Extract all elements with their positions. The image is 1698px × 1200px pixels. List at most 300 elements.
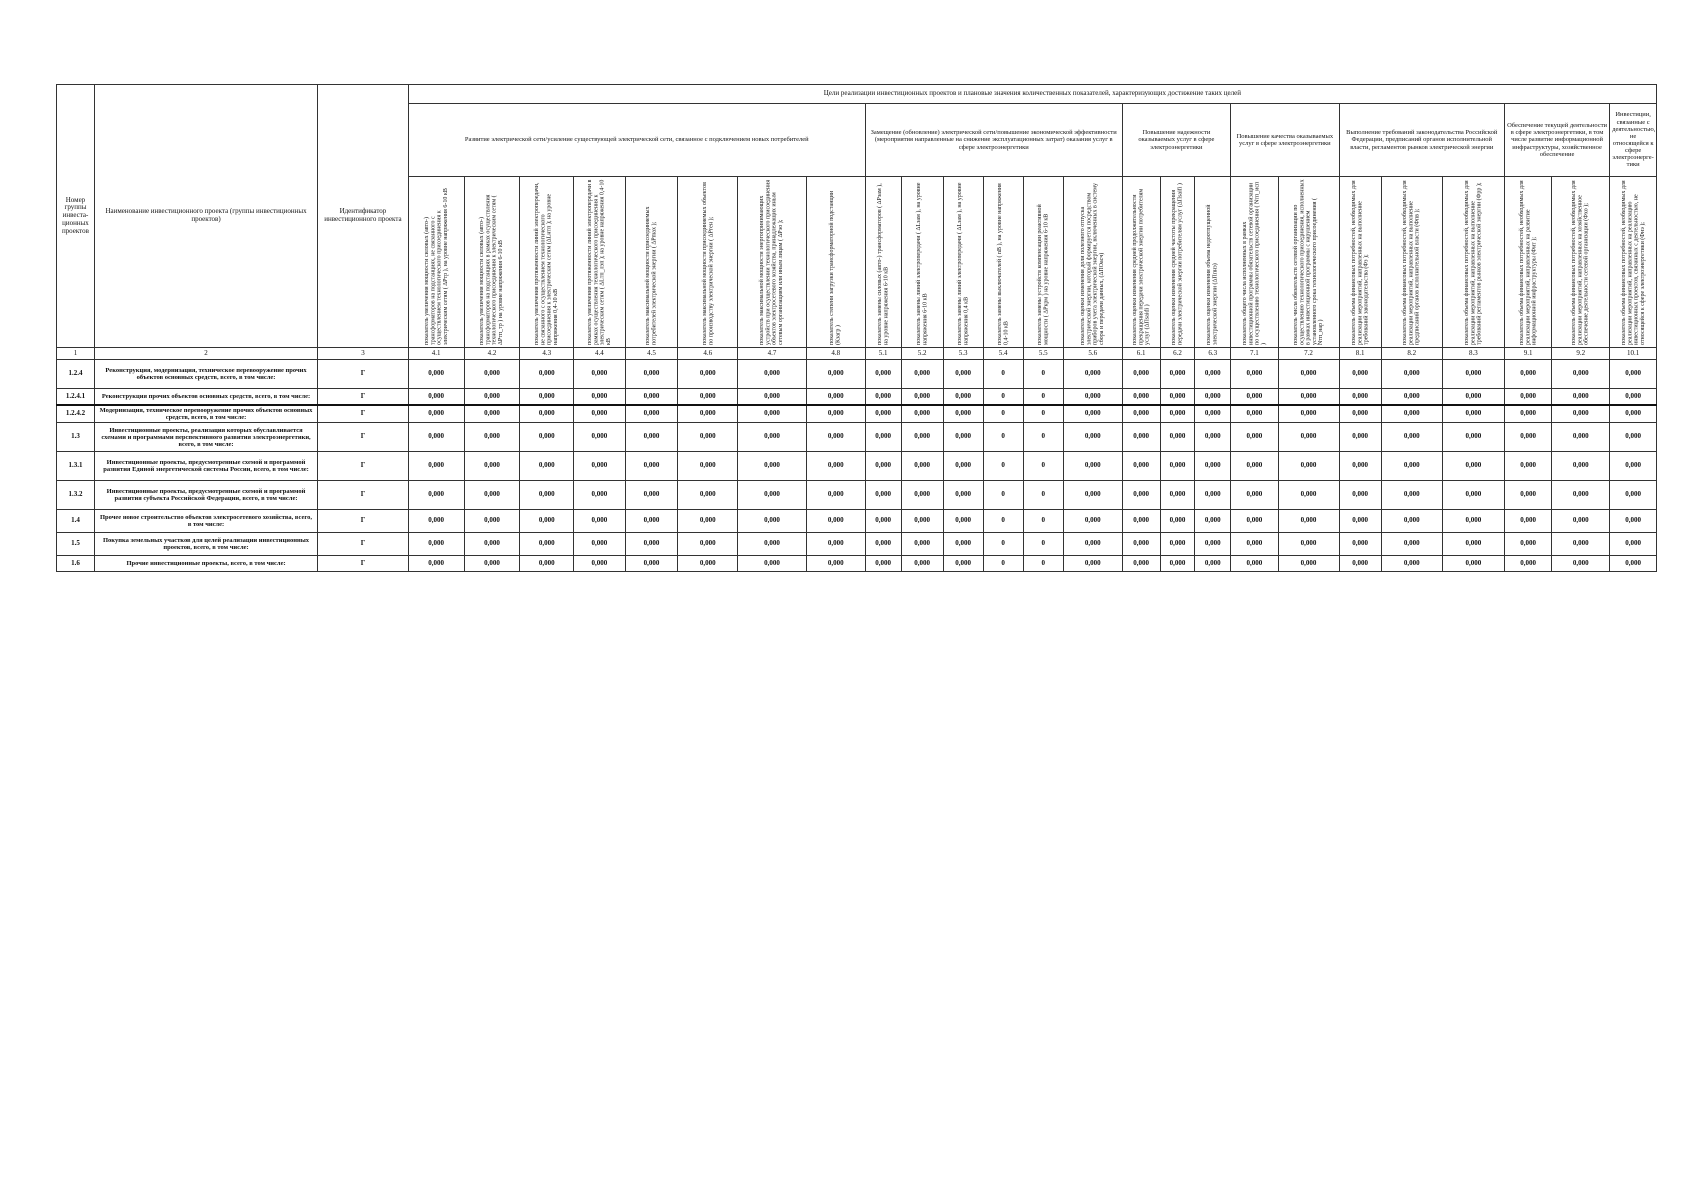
indicator-value: 0,000 bbox=[625, 452, 678, 481]
indicator-code: 6.1 bbox=[1122, 348, 1160, 360]
header-goal-group: Повышение качества оказываемых услуг в сфере электроэнергетики bbox=[1231, 104, 1339, 177]
row-project-name: Инвестиционные проекты, предусмотренные схемой и программой развития Единой энергетической системы России, всего, в том числе: bbox=[94, 452, 317, 481]
header-indicator bbox=[738, 177, 806, 348]
indicator-value: 0,000 bbox=[901, 533, 943, 556]
indicator-label: показатель замены выключателей ( nВ ), на уровне напряжения 0,4-10 кВ bbox=[996, 183, 1010, 345]
indicator-value: 0,000 bbox=[1278, 389, 1339, 406]
indicator-value: 0 bbox=[1023, 389, 1063, 406]
indicator-value: 0,000 bbox=[1160, 481, 1195, 510]
indicator-value: 0,000 bbox=[1442, 423, 1504, 452]
indicator-value: 0,000 bbox=[865, 452, 901, 481]
indicator-code: 5.3 bbox=[943, 348, 983, 360]
indicator-value: 0,000 bbox=[678, 360, 738, 389]
indicator-label: показатель оценки изменения объема недоотпущенной электрической энергии (ΔПпнэ) bbox=[1206, 204, 1219, 345]
indicator-value: 0,000 bbox=[806, 556, 865, 572]
indicator-label: показатель объема финансовых потребностей, необходимых для реализации мероприятий, направленных на выполнение предписаний органов исполнительной власти (Фпв ); bbox=[1402, 180, 1421, 345]
header-indicator bbox=[1063, 177, 1122, 348]
indicator-value: 0,000 bbox=[865, 423, 901, 452]
header-indicator bbox=[806, 177, 865, 348]
indicator-value: 0,000 bbox=[1442, 556, 1504, 572]
indicator-code: 7.2 bbox=[1278, 348, 1339, 360]
row-project-name: Инвестиционные проекты, реализация которых обуславливается схемами и программами перспективного развития электроэнергетики, всего, в том числе: bbox=[94, 423, 317, 452]
indicator-value: 0,000 bbox=[1442, 389, 1504, 406]
indicator-value: 0,000 bbox=[1442, 533, 1504, 556]
indicator-value: 0,000 bbox=[1195, 389, 1231, 406]
header-indicator bbox=[865, 177, 901, 348]
indicator-code: 10.1 bbox=[1610, 348, 1657, 360]
indicator-value: 0,000 bbox=[1278, 360, 1339, 389]
indicator-value: 0,000 bbox=[625, 533, 678, 556]
header-goal-group: Обеспечение текущей деятельности в сфере электроэнергетики, в том числе развитие информационной инфраструктуры, хозяйственное обеспечение bbox=[1504, 104, 1609, 177]
indicator-value: 0,000 bbox=[1122, 389, 1160, 406]
indicator-value: 0,000 bbox=[1122, 533, 1160, 556]
indicator-value: 0,000 bbox=[943, 533, 983, 556]
indicator-value: 0,000 bbox=[520, 556, 574, 572]
indicator-value: 0,000 bbox=[1381, 452, 1442, 481]
table-row bbox=[57, 481, 1657, 510]
row-project-id: Г bbox=[318, 510, 409, 533]
indicator-value: 0,000 bbox=[464, 423, 520, 452]
indicator-value: 0,000 bbox=[738, 481, 806, 510]
indicator-value: 0,000 bbox=[1381, 389, 1442, 406]
indicator-value: 0,000 bbox=[1504, 481, 1551, 510]
table-row bbox=[57, 423, 1657, 452]
indicator-value: 0,000 bbox=[464, 533, 520, 556]
indicator-value: 0,000 bbox=[1442, 405, 1504, 423]
indicator-value: 0,000 bbox=[738, 533, 806, 556]
indicator-value: 0,000 bbox=[806, 423, 865, 452]
table-row bbox=[57, 452, 1657, 481]
indicator-value: 0,000 bbox=[464, 556, 520, 572]
indicator-value: 0,000 bbox=[865, 389, 901, 406]
indicator-value: 0,000 bbox=[1552, 389, 1610, 406]
indicator-value: 0,000 bbox=[574, 533, 626, 556]
indicator-value: 0,000 bbox=[625, 510, 678, 533]
indicator-value: 0,000 bbox=[520, 533, 574, 556]
indicator-value: 0,000 bbox=[1231, 389, 1278, 406]
indicator-value: 0,000 bbox=[738, 452, 806, 481]
indicator-label: показатель объема финансовых потребностей, необходимых для реализации мероприятий, направленных на выполнение требований законодательства (Фз ); bbox=[1350, 180, 1370, 345]
row-group-number: 1.3.2 bbox=[57, 481, 95, 510]
indicator-label: показатель максимальной мощности присоединяемых объектов по производству электрической энергии ( ΔPген ); bbox=[701, 182, 714, 345]
indicator-value: 0 bbox=[1023, 556, 1063, 572]
header-indicator bbox=[1504, 177, 1551, 348]
indicator-value: 0,000 bbox=[943, 360, 983, 389]
indicator-value: 0,000 bbox=[464, 510, 520, 533]
indicator-value: 0,000 bbox=[943, 452, 983, 481]
indicator-value: 0,000 bbox=[1552, 360, 1610, 389]
indicator-value: 0 bbox=[1023, 360, 1063, 389]
indicator-label: показатель замены линий электропередачи ( ΔLзам ), на уровне напряжения 6-10 кВ bbox=[915, 182, 929, 345]
indicator-code: 4.8 bbox=[806, 348, 865, 360]
indicator-value: 0,000 bbox=[943, 556, 983, 572]
indicator-value: 0,000 bbox=[1504, 405, 1551, 423]
indicator-value: 0,000 bbox=[574, 405, 626, 423]
indicator-value: 0,000 bbox=[408, 556, 464, 572]
indicator-value: 0,000 bbox=[678, 423, 738, 452]
row-project-name: Прочее новое строительство объектов электросетевого хозяйства, всего, в том числе: bbox=[94, 510, 317, 533]
indicator-value: 0,000 bbox=[901, 389, 943, 406]
header-indicator bbox=[574, 177, 626, 348]
indicator-value: 0,000 bbox=[574, 389, 626, 406]
indicator-value: 0,000 bbox=[1339, 389, 1381, 406]
table-row bbox=[57, 533, 1657, 556]
header-indicator bbox=[1023, 177, 1063, 348]
header-indicator bbox=[1610, 177, 1657, 348]
indicator-value: 0 bbox=[983, 481, 1023, 510]
indicator-value: 0,000 bbox=[1122, 360, 1160, 389]
row-project-id: Г bbox=[318, 533, 409, 556]
indicator-value: 0,000 bbox=[1442, 510, 1504, 533]
indicator-value: 0,000 bbox=[1160, 510, 1195, 533]
indicator-value: 0,000 bbox=[1381, 405, 1442, 423]
indicator-value: 0,000 bbox=[1552, 405, 1610, 423]
indicator-value: 0,000 bbox=[943, 481, 983, 510]
indicator-value: 0,000 bbox=[1504, 360, 1551, 389]
header-indicator bbox=[1278, 177, 1339, 348]
header-indicator bbox=[1122, 177, 1160, 348]
indicator-code: 5.4 bbox=[983, 348, 1023, 360]
indicator-value: 0,000 bbox=[1339, 405, 1381, 423]
indicator-value: 0,000 bbox=[678, 405, 738, 423]
indicator-value: 0,000 bbox=[1552, 452, 1610, 481]
indicator-value: 0,000 bbox=[865, 481, 901, 510]
indicator-value: 0,000 bbox=[1339, 481, 1381, 510]
indicator-value: 0,000 bbox=[1195, 423, 1231, 452]
header-indicator bbox=[1231, 177, 1278, 348]
indicator-value: 0,000 bbox=[806, 533, 865, 556]
indicator-value: 0,000 bbox=[1063, 481, 1122, 510]
indicator-value: 0,000 bbox=[1278, 510, 1339, 533]
indicator-value: 0,000 bbox=[1231, 360, 1278, 389]
column-number: 2 bbox=[94, 348, 317, 360]
indicator-value: 0,000 bbox=[943, 405, 983, 423]
header-project-name: Наименование инвестиционного проекта (группы инвестиционных проектов) bbox=[94, 85, 317, 348]
indicator-value: 0,000 bbox=[738, 510, 806, 533]
indicator-value: 0,000 bbox=[1610, 481, 1657, 510]
indicator-value: 0,000 bbox=[520, 481, 574, 510]
row-group-number: 1.3.1 bbox=[57, 452, 95, 481]
indicator-value: 0,000 bbox=[901, 360, 943, 389]
indicator-code: 4.7 bbox=[738, 348, 806, 360]
indicator-value: 0,000 bbox=[464, 481, 520, 510]
indicator-value: 0,000 bbox=[1381, 423, 1442, 452]
indicator-value: 0,000 bbox=[574, 452, 626, 481]
indicator-value: 0 bbox=[983, 533, 1023, 556]
indicator-value: 0,000 bbox=[625, 360, 678, 389]
indicator-value: 0,000 bbox=[1195, 452, 1231, 481]
indicator-value: 0,000 bbox=[1231, 481, 1278, 510]
indicator-label: показатель максимальной мощности энергопринимающих устройств при осуществлении технологического присоединения объектов электросетевого хозяйства, принадлежащих иным сетевым организациям или иным лицам ( ΔPэо ); bbox=[759, 179, 785, 345]
indicator-value: 0,000 bbox=[1339, 533, 1381, 556]
indicator-value: 0,000 bbox=[1195, 556, 1231, 572]
row-group-number: 1.2.4.1 bbox=[57, 389, 95, 406]
indicator-value: 0,000 bbox=[1160, 389, 1195, 406]
indicator-value: 0,000 bbox=[1504, 423, 1551, 452]
indicator-code: 5.2 bbox=[901, 348, 943, 360]
row-project-name: Прочие инвестиционные проекты, всего, в том числе: bbox=[94, 556, 317, 572]
indicator-label: показатель замены линий электропередачи ( ΔLзам ), на уровне напряжения 0,4 кВ bbox=[956, 182, 970, 345]
indicator-value: 0,000 bbox=[806, 405, 865, 423]
indicator-value: 0,000 bbox=[1339, 556, 1381, 572]
indicator-value: 0,000 bbox=[738, 423, 806, 452]
page-edge-line bbox=[56, 552, 57, 566]
header-goal-group: Развитие электрической сети/усиление существующей электрической сети, связанное с подключением новых потребителей bbox=[408, 104, 865, 177]
indicator-code: 5.5 bbox=[1023, 348, 1063, 360]
indicator-label: показатель оценки изменения средней частоты прекращения передачи электрической энергии потребителям услуг (ΔПsaifi ) bbox=[1171, 183, 1184, 345]
indicator-value: 0,000 bbox=[408, 533, 464, 556]
indicator-value: 0,000 bbox=[865, 533, 901, 556]
indicator-value: 0,000 bbox=[1381, 556, 1442, 572]
row-project-id: Г bbox=[318, 405, 409, 423]
indicator-value: 0,000 bbox=[678, 481, 738, 510]
indicator-value: 0,000 bbox=[1160, 423, 1195, 452]
indicator-label: показатель замены устройств компенсации реактивной мощности ( ΔPкрм ) на уровне напряжения 6-10 кВ bbox=[1036, 204, 1050, 345]
indicator-value: 0,000 bbox=[901, 481, 943, 510]
indicator-value: 0,000 bbox=[901, 556, 943, 572]
row-project-id: Г bbox=[318, 423, 409, 452]
indicator-label: показатель увеличения мощности силовых (авто-) трансформаторов на подстанциях, не связанного с осуществлением технологического присоединения к электрическим сетям ( ΔPтр ), на уровне напряжения 6-10 кВ bbox=[423, 188, 449, 345]
indicator-value: 0,000 bbox=[1122, 452, 1160, 481]
indicator-label: показатель замены силовых (авто-) трансформаторов ( ΔPзам ), на уровне напряжения 6-10 кВ bbox=[876, 183, 890, 345]
indicator-value: 0 bbox=[1023, 423, 1063, 452]
indicator-code: 4.6 bbox=[678, 348, 738, 360]
indicator-value: 0,000 bbox=[1552, 423, 1610, 452]
indicator-value: 0,000 bbox=[1278, 556, 1339, 572]
header-goal-group: Замещение (обновление) электрической сети/повышение экономической эффективности (мероприятия направленные на снижение эксплуатационных затрат) оказания услуг в сфере электроэнергетики bbox=[865, 104, 1122, 177]
column-number: 3 bbox=[318, 348, 409, 360]
indicator-value: 0,000 bbox=[1381, 533, 1442, 556]
row-project-name: Модернизация, техническое перевооружение прочих объектов основных средств, всего, в том числе: bbox=[94, 405, 317, 423]
indicator-code: 7.1 bbox=[1231, 348, 1278, 360]
table-row bbox=[57, 389, 1657, 406]
row-project-id: Г bbox=[318, 452, 409, 481]
table-row bbox=[57, 556, 1657, 572]
indicator-value: 0,000 bbox=[1339, 360, 1381, 389]
indicator-value: 0,000 bbox=[738, 360, 806, 389]
indicator-value: 0,000 bbox=[806, 481, 865, 510]
row-project-id: Г bbox=[318, 481, 409, 510]
indicator-value: 0,000 bbox=[1160, 556, 1195, 572]
indicator-value: 0,000 bbox=[1610, 452, 1657, 481]
indicator-value: 0,000 bbox=[520, 405, 574, 423]
indicator-code: 8.1 bbox=[1339, 348, 1381, 360]
indicator-value: 0,000 bbox=[1504, 389, 1551, 406]
indicator-value: 0,000 bbox=[865, 510, 901, 533]
indicator-value: 0,000 bbox=[1278, 452, 1339, 481]
indicator-value: 0,000 bbox=[1231, 452, 1278, 481]
indicator-value: 0,000 bbox=[408, 423, 464, 452]
indicator-value: 0 bbox=[1023, 405, 1063, 423]
indicator-value: 0,000 bbox=[806, 360, 865, 389]
indicator-value: 0,000 bbox=[1063, 405, 1122, 423]
indicator-value: 0,000 bbox=[1063, 556, 1122, 572]
indicator-value: 0,000 bbox=[678, 533, 738, 556]
indicator-value: 0,000 bbox=[464, 452, 520, 481]
indicator-value: 0 bbox=[1023, 533, 1063, 556]
indicator-value: 0,000 bbox=[865, 360, 901, 389]
header-indicator bbox=[983, 177, 1023, 348]
indicator-value: 0,000 bbox=[1160, 533, 1195, 556]
indicator-value: 0,000 bbox=[1504, 533, 1551, 556]
indicator-label: показатель увеличения мощности силовых (авто-) трансформаторов на подстанциях в рамках осуществления технологического присоединения к электрическим сетям ( ΔPтп_тр ) на уровне напряжения 6-10 кВ bbox=[479, 194, 505, 345]
indicator-code: 4.1 bbox=[408, 348, 464, 360]
indicator-value: 0,000 bbox=[678, 389, 738, 406]
indicator-value: 0,000 bbox=[1278, 405, 1339, 423]
indicator-code: 4.3 bbox=[520, 348, 574, 360]
indicator-label: показатель степени загрузки трансформаторной подстанции (Кзагр ) bbox=[829, 190, 842, 345]
table-row bbox=[57, 405, 1657, 423]
indicator-label: показатель максимальной мощности присоединяемых потребителей электрической энергии ( ΔPmax ); bbox=[645, 206, 658, 345]
indicator-value: 0,000 bbox=[1160, 452, 1195, 481]
indicator-value: 0,000 bbox=[408, 452, 464, 481]
indicator-value: 0,000 bbox=[574, 481, 626, 510]
indicator-value: 0,000 bbox=[901, 452, 943, 481]
indicator-value: 0,000 bbox=[1552, 556, 1610, 572]
indicator-label: показатель общего числа исполненных в рамках инвестиционной программы обязательств сетевой организации по осуществлению технологического присоединения ( Nтп_исп ) bbox=[1241, 181, 1267, 345]
indicator-value: 0,000 bbox=[1063, 452, 1122, 481]
indicator-value: 0 bbox=[983, 423, 1023, 452]
indicator-value: 0,000 bbox=[1063, 533, 1122, 556]
indicator-value: 0,000 bbox=[865, 556, 901, 572]
indicator-value: 0,000 bbox=[1552, 510, 1610, 533]
header-indicator bbox=[1339, 177, 1381, 348]
indicator-value: 0,000 bbox=[1442, 360, 1504, 389]
header-project-id: Идентификатор инвестиционного проекта bbox=[318, 85, 409, 348]
indicator-value: 0,000 bbox=[1122, 481, 1160, 510]
indicator-value: 0,000 bbox=[1063, 389, 1122, 406]
indicator-code: 8.2 bbox=[1381, 348, 1442, 360]
indicator-value: 0,000 bbox=[1504, 556, 1551, 572]
indicator-code: 5.1 bbox=[865, 348, 901, 360]
indicator-value: 0,000 bbox=[520, 360, 574, 389]
indicator-value: 0,000 bbox=[806, 510, 865, 533]
indicator-value: 0,000 bbox=[678, 510, 738, 533]
indicator-value: 0,000 bbox=[1339, 510, 1381, 533]
indicator-code: 9.2 bbox=[1552, 348, 1610, 360]
indicator-code: 4.2 bbox=[464, 348, 520, 360]
header-indicator bbox=[1381, 177, 1442, 348]
indicator-value: 0,000 bbox=[1610, 423, 1657, 452]
indicator-value: 0,000 bbox=[1610, 360, 1657, 389]
column-number: 1 bbox=[57, 348, 95, 360]
row-group-number: 1.5 bbox=[57, 533, 95, 556]
header-indicator bbox=[464, 177, 520, 348]
indicator-value: 0,000 bbox=[408, 405, 464, 423]
indicator-label: показатель объема финансовых потребностей, необходимых для реализации мероприятий, направленных на выполнение требований регламентов рынков электрической энергии (Фрр ); bbox=[1463, 180, 1483, 345]
indicator-value: 0 bbox=[983, 452, 1023, 481]
header-indicator bbox=[1160, 177, 1195, 348]
indicator-value: 0,000 bbox=[1552, 533, 1610, 556]
indicator-value: 0,000 bbox=[1504, 452, 1551, 481]
indicator-value: 0,000 bbox=[464, 405, 520, 423]
header-indicator bbox=[520, 177, 574, 348]
indicator-code: 4.4 bbox=[574, 348, 626, 360]
indicator-value: 0,000 bbox=[1063, 360, 1122, 389]
indicator-value: 0 bbox=[983, 556, 1023, 572]
row-project-name: Покупка земельных участков для целей реализации инвестиционных проектов, всего, в том числе: bbox=[94, 533, 317, 556]
indicator-value: 0,000 bbox=[1160, 405, 1195, 423]
indicator-value: 0 bbox=[1023, 452, 1063, 481]
indicator-label: показатель объема финансовых потребностей, необходимых для реализации мероприятий, направленных на развитие информационной инфраструктуры (Фит ); bbox=[1518, 180, 1538, 345]
indicator-value: 0,000 bbox=[464, 360, 520, 389]
indicator-code: 6.2 bbox=[1160, 348, 1195, 360]
indicator-value: 0,000 bbox=[1442, 452, 1504, 481]
indicator-code: 9.1 bbox=[1504, 348, 1551, 360]
indicator-label: показатель числа обязательств сетевой организации по осуществлению технологического присоединения, исполненных в рамках инвестиционной программы с нарушением установленного срока технологического присоединения ( Nтп_нар ) bbox=[1292, 179, 1324, 345]
indicator-value: 0,000 bbox=[943, 510, 983, 533]
indicator-value: 0,000 bbox=[464, 389, 520, 406]
indicator-value: 0,000 bbox=[678, 452, 738, 481]
row-group-number: 1.2.4 bbox=[57, 360, 95, 389]
indicator-value: 0,000 bbox=[1122, 556, 1160, 572]
indicator-value: 0 bbox=[983, 389, 1023, 406]
indicator-value: 0,000 bbox=[408, 360, 464, 389]
indicator-value: 0,000 bbox=[1063, 510, 1122, 533]
indicator-value: 0,000 bbox=[738, 405, 806, 423]
indicator-value: 0,000 bbox=[1339, 423, 1381, 452]
row-project-id: Г bbox=[318, 360, 409, 389]
indicator-value: 0 bbox=[983, 405, 1023, 423]
indicator-value: 0,000 bbox=[520, 510, 574, 533]
row-group-number: 1.2.4.2 bbox=[57, 405, 95, 423]
indicator-value: 0,000 bbox=[574, 556, 626, 572]
indicator-value: 0,000 bbox=[806, 452, 865, 481]
indicator-label: показатель объема финансовых потребностей, необходимых для реализации мероприятий, направленных на реализацию инвестиционных проектов, связанных с деятельностью, не относящейся к сфере электроэнергетики (Фнэ ); bbox=[1620, 180, 1646, 345]
indicator-value: 0,000 bbox=[943, 423, 983, 452]
indicator-value: 0,000 bbox=[625, 405, 678, 423]
header-indicator bbox=[1195, 177, 1231, 348]
row-group-number: 1.4 bbox=[57, 510, 95, 533]
indicator-value: 0 bbox=[1023, 481, 1063, 510]
header-indicator bbox=[1442, 177, 1504, 348]
header-goal-group: Выполнение требований законодательства Российской Федерации, предписаний органов исполнительной власти, регламентов рынков электрической энергии bbox=[1339, 104, 1504, 177]
indicator-value: 0,000 bbox=[1195, 405, 1231, 423]
indicator-value: 0,000 bbox=[625, 556, 678, 572]
header-indicator bbox=[625, 177, 678, 348]
indicator-value: 0,000 bbox=[901, 405, 943, 423]
indicator-value: 0,000 bbox=[1160, 360, 1195, 389]
indicator-value: 0,000 bbox=[865, 405, 901, 423]
indicator-value: 0,000 bbox=[1442, 481, 1504, 510]
indicator-value: 0 bbox=[983, 360, 1023, 389]
indicator-value: 0,000 bbox=[1610, 533, 1657, 556]
indicator-value: 0,000 bbox=[1381, 360, 1442, 389]
indicator-value: 0,000 bbox=[1195, 481, 1231, 510]
row-group-number: 1.6 bbox=[57, 556, 95, 572]
indicator-value: 0,000 bbox=[1195, 360, 1231, 389]
header-goal-group: Повышение надежности оказываемых услуг в сфере электроэнергетики bbox=[1122, 104, 1230, 177]
indicator-value: 0,000 bbox=[1381, 510, 1442, 533]
indicator-value: 0,000 bbox=[574, 423, 626, 452]
indicator-value: 0,000 bbox=[1278, 533, 1339, 556]
indicator-value: 0,000 bbox=[1339, 452, 1381, 481]
row-project-name: Реконструкция, модернизация, техническое перевооружение прочих объектов основных средств, всего, в том числе: bbox=[94, 360, 317, 389]
indicator-value: 0,000 bbox=[625, 389, 678, 406]
indicator-value: 0,000 bbox=[1610, 389, 1657, 406]
indicator-value: 0,000 bbox=[1122, 510, 1160, 533]
indicator-code: 5.6 bbox=[1063, 348, 1122, 360]
indicator-code: 4.5 bbox=[625, 348, 678, 360]
indicator-value: 0,000 bbox=[1231, 533, 1278, 556]
indicator-value: 0,000 bbox=[408, 389, 464, 406]
indicator-label: показатель объема финансовых потребностей, необходимых для реализации мероприятий, направленных на хозяйственное обеспечение деятельности сетевой организации (Фхо ); bbox=[1571, 180, 1590, 345]
indicator-code: 6.3 bbox=[1195, 348, 1231, 360]
header-indicator bbox=[678, 177, 738, 348]
indicator-value: 0,000 bbox=[1195, 533, 1231, 556]
indicator-value: 0,000 bbox=[1504, 510, 1551, 533]
indicator-value: 0,000 bbox=[1381, 481, 1442, 510]
